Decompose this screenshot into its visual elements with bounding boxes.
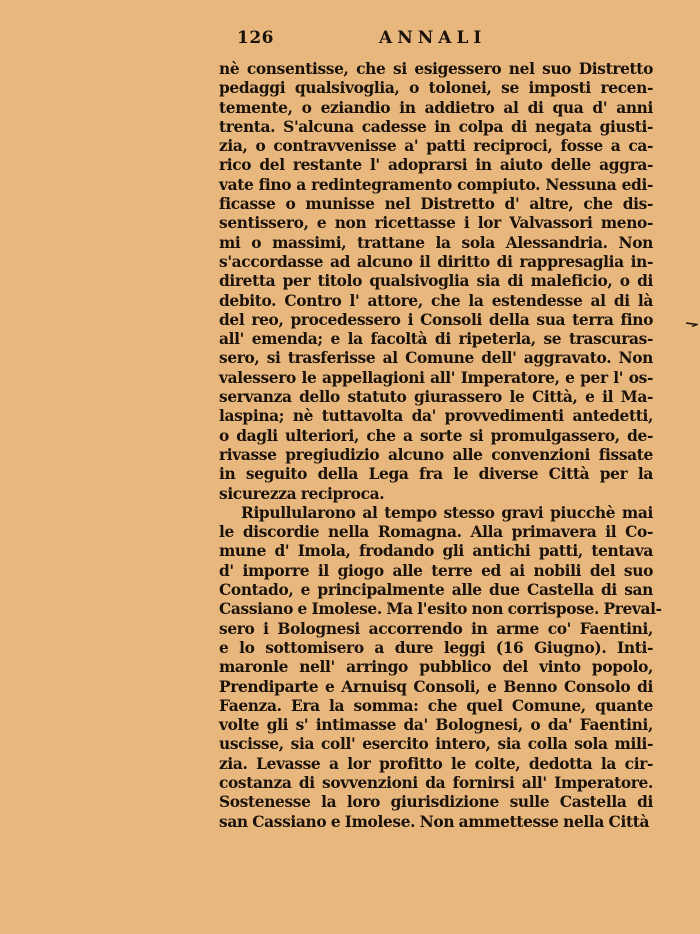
text-line: all' emenda; e la facoltà di ripeterla, se trascuras-: [219, 330, 653, 349]
text-line: del reo, procedessero i Consoli della sua terra fino: [219, 310, 653, 329]
text-line: pedaggi qualsivoglia, o tolonei, se imposti recen-: [219, 79, 653, 98]
text-line: sero, si trasferisse al Comune dell' aggravato. Non: [219, 349, 653, 368]
running-title: ANNALI: [379, 28, 487, 48]
text-line: trenta. S'alcuna cadesse in colpa di negata giusti-: [219, 117, 653, 136]
text-line: Ripullularono al tempo stesso gravi piucchè mai: [241, 503, 653, 522]
text-line: servanza dello statuto giurassero le Città, e il Ma-: [219, 388, 653, 407]
text-line: Prendiparte e Arnuisq Consoli, e Benno Consolo di: [219, 677, 653, 696]
text-line: Cassiano e Imolese. Ma l'esito non corrispose. Preval-: [219, 600, 662, 619]
text-line: zia. Levasse a lor profitto le colte, dedotta la cir-: [219, 754, 653, 773]
page-number: 126: [237, 28, 274, 48]
text-body: [219, 60, 662, 832]
text-line: valessero le appellagioni all' Imperatore, e per l' os-: [219, 368, 653, 387]
paragraph-2: [219, 503, 662, 832]
text-line: sentissero, e non ricettasse i lor Valvassori meno-: [219, 214, 653, 233]
text-line: e lo sottomisero a dure leggi (16 Giugno). Inti-: [219, 638, 653, 657]
text-line: zia, o contravvenisse a' patti reciproci, fosse a ca-: [219, 137, 653, 156]
text-line: rivasse pregiudizio alcuno alle convenzioni fissate: [219, 445, 653, 464]
text-line: volte gli s' intimasse da' Bolognesi, o da' Faentini,: [219, 716, 653, 735]
text-line: Sostenesse la loro giurisdizione sulle Castella di: [219, 793, 653, 812]
paragraph-1: [219, 60, 653, 504]
text-line: mune d' Imola, frodando gli antichi patti, tentava: [219, 542, 653, 561]
text-line: s'accordasse ad alcuno il diritto di rappresaglia in-: [219, 252, 653, 271]
text-line: le discordie nella Romagna. Alla primavera il Co-: [219, 523, 653, 542]
pencil-mark-icon: [686, 321, 698, 327]
text-line: temente, o eziandio in addietro al di qua d' anni: [219, 98, 653, 117]
text-line: in seguito della Lega fra le diverse Città per la: [219, 465, 653, 484]
text-line: rico del restante l' adoprarsi in aiuto delle aggra-: [219, 156, 653, 175]
text-line: mi o massimi, trattane la sola Alessandria. Non: [219, 233, 653, 252]
text-line: nè consentisse, che si esigessero nel suo Distretto: [219, 60, 653, 78]
text-line: uscisse, sia coll' esercito intero, sia colla sola mili-: [219, 735, 653, 754]
text-line: maronle nell' arringo pubblico del vinto popolo,: [219, 658, 653, 677]
text-line: debito. Contro l' attore, che la estendesse al di là: [219, 291, 653, 310]
text-line: d' imporre il giogo alle terre ed ai nobili del suo: [219, 561, 653, 580]
text-line: o dagli ulteriori, che a sorte si promulgassero, de-: [219, 426, 653, 445]
text-line: costanza di sovvenzioni da fornirsi all' Imperatore.: [219, 773, 653, 792]
text-line: Contado, e principalmente alle due Castella di san: [219, 581, 653, 600]
text-line: vate fino a redintegramento compiuto. Nessuna edi-: [219, 175, 653, 194]
text-line: sero i Bolognesi accorrendo in arme co' Faentini,: [219, 619, 653, 638]
text-line: Faenza. Era la somma: che quel Comune, quante: [219, 696, 653, 715]
text-line: ficasse o munisse nel Distretto d' altre, che dis-: [219, 195, 653, 214]
text-line: diretta per titolo qualsivoglia sia di maleficio, o di: [219, 272, 653, 291]
text-line: sicurezza reciproca.: [219, 484, 385, 503]
text-line: san Cassiano e Imolese. Non ammettesse nella Città: [219, 812, 650, 831]
text-line: laspina; nè tuttavolta da' provvedimenti antedetti,: [219, 407, 653, 426]
